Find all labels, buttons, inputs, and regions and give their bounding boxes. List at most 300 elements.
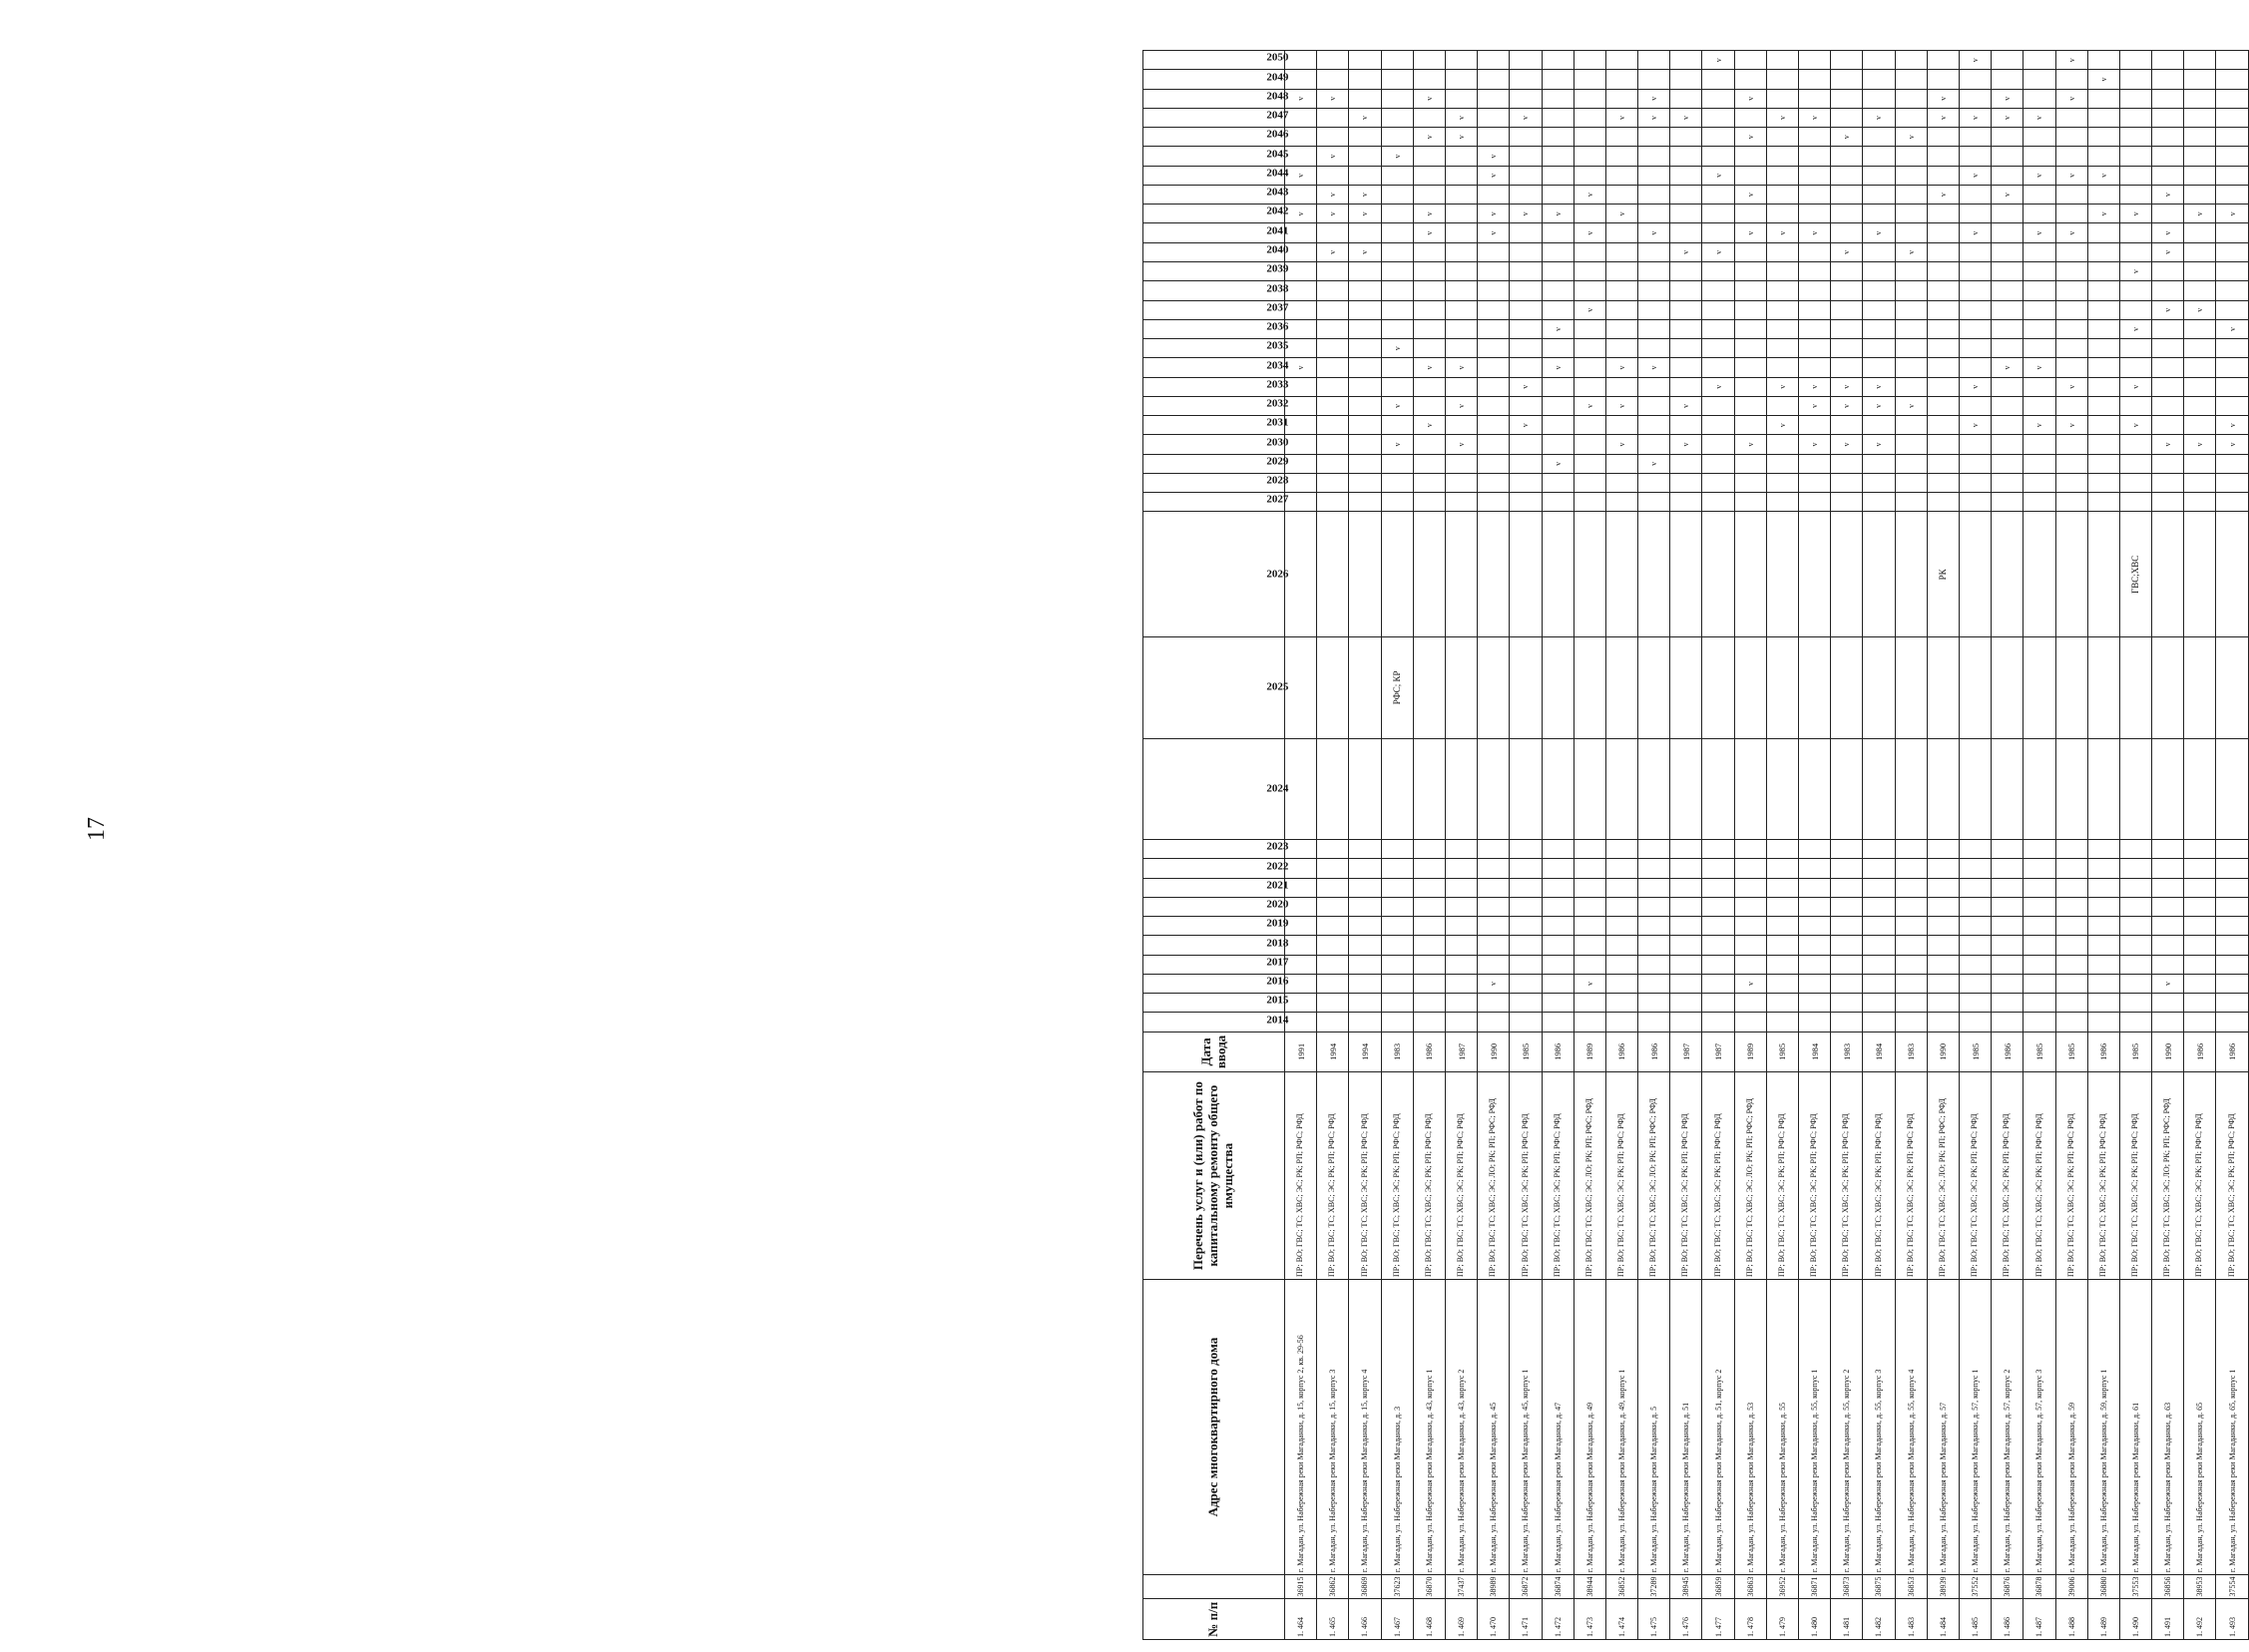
row-year-cell (2216, 262, 2248, 281)
row-year-cell (1799, 738, 1831, 839)
row-year-cell (2024, 955, 2055, 974)
row-year-cell (1927, 128, 1959, 147)
row-year-cell (2055, 281, 2087, 300)
row-address: г. Магадан, ул. Набережная реки Магаданки, д. 57, корпус 2 (1992, 1280, 2024, 1575)
row-year-cell (1831, 205, 1863, 223)
row-year-cell (1317, 897, 1349, 916)
row-year-cell (1349, 358, 1381, 377)
row-address: г. Магадан, ул. Набережная реки Магаданки, д. 5 (1638, 1280, 1670, 1575)
row-year-cell (2119, 897, 2151, 916)
row-year-cell (1992, 637, 2024, 738)
row-year-cell (1381, 108, 1413, 127)
row-year-cell (1992, 416, 2024, 435)
row-year-cell (1702, 493, 1734, 512)
row-year-cell (1542, 128, 1574, 147)
row-year-cell (1381, 242, 1413, 261)
row-year-cell: v (1959, 166, 1991, 185)
row-year-cell (1510, 738, 1542, 839)
row-year-cell: v (1992, 358, 2024, 377)
row-works: ПР; ВО; ГВС; ТС; ХВС; ЭС; РК; РП; РФС; РФД (1702, 1072, 1734, 1280)
row-works: ПР; ВО; ГВС; ТС; ХВС; ЭС; ЛО; РК; РП; РФС; РФД (2152, 1072, 2184, 1280)
row-year-cell (2087, 223, 2119, 242)
row-year-cell (1831, 994, 1863, 1013)
row-address: г. Магадан, ул. Набережная реки Магаданки, д. 45 (1478, 1280, 1510, 1575)
row-year-cell (2055, 974, 2087, 993)
table-row (1542, 51, 1574, 1640)
row-year-cell (1510, 994, 1542, 1013)
row-year-cell (1478, 185, 1510, 204)
row-year-cell (1992, 396, 2024, 415)
row-year-cell (1317, 454, 1349, 473)
row-year-cell (1317, 936, 1349, 955)
row-year-cell (1638, 396, 1670, 415)
row-code: 36874 (1542, 1575, 1574, 1599)
row-year-cell (1670, 377, 1702, 396)
row-code: 36880 (2087, 1575, 2119, 1599)
row-year-cell (2152, 454, 2184, 473)
row-year-cell (1510, 839, 1542, 858)
row-year-cell (2119, 185, 2151, 204)
row-year-cell (2055, 637, 2087, 738)
row-year-cell (1349, 223, 1381, 242)
row-year-cell (2216, 396, 2248, 415)
row-year-cell (1413, 878, 1445, 897)
header-year: 2025 (1143, 637, 1285, 738)
row-year-cell (1959, 859, 1991, 878)
row-year-cell: v (1863, 223, 1895, 242)
row-year-cell (1831, 358, 1863, 377)
header-year: 2030 (1143, 435, 1285, 454)
row-year-cell: v (1478, 147, 1510, 166)
row-year-cell (1478, 1013, 1510, 1032)
row-year-cell (1285, 147, 1317, 166)
table-row (1478, 51, 1510, 1640)
row-code: 36952 (1766, 1575, 1798, 1599)
row-year-cell (1927, 878, 1959, 897)
row-year-cell (1285, 955, 1317, 974)
row-year-cell (1349, 281, 1381, 300)
row-year-cell (1927, 637, 1959, 738)
row-year-cell (1670, 319, 1702, 338)
row-year-cell (1478, 454, 1510, 473)
row-year-cell (1927, 223, 1959, 242)
row-year-cell (1445, 416, 1477, 435)
row-year-cell (1478, 70, 1510, 89)
row-year-cell: v (1445, 108, 1477, 127)
row-year-cell (1381, 936, 1413, 955)
row-year-cell (1895, 319, 1927, 338)
row-year-cell (1831, 416, 1863, 435)
table-row (1317, 51, 1349, 1640)
row-year-cell (2055, 738, 2087, 839)
row-year-cell (1863, 70, 1895, 89)
row-year-cell (2024, 185, 2055, 204)
row-year-cell (1702, 936, 1734, 955)
row-year-cell (2024, 994, 2055, 1013)
row-year-cell (1863, 994, 1895, 1013)
row-year-cell (1381, 281, 1413, 300)
row-year-cell (1959, 319, 1991, 338)
row-year-cell (1895, 281, 1927, 300)
row-year-cell (1317, 300, 1349, 319)
row-year-cell (2119, 128, 2151, 147)
row-year-cell (2119, 223, 2151, 242)
table-row (1381, 51, 1413, 1640)
row-date: 1990 (1927, 1032, 1959, 1072)
row-number: 1. 474 (1605, 1599, 1637, 1640)
row-year-cell (1413, 917, 1445, 936)
row-year-cell (1734, 300, 1766, 319)
row-year-cell (2055, 319, 2087, 338)
row-year-cell (1702, 859, 1734, 878)
row-address: г. Магадан, ул. Набережная реки Магаданки, д. 45, корпус 1 (1510, 1280, 1542, 1575)
row-year-cell (2087, 473, 2119, 492)
row-year-cell (2087, 955, 2119, 974)
row-year-cell (2024, 878, 2055, 897)
row-year-cell (1317, 377, 1349, 396)
row-year-cell (1895, 185, 1927, 204)
header-year: 2034 (1143, 358, 1285, 377)
row-works: ПР; ВО; ГВС; ТС; ХВС; ЭС; РК; РП; РФС; РФД (1381, 1072, 1413, 1280)
row-year-cell: v (1574, 396, 1605, 415)
row-year-cell (1959, 493, 1991, 512)
row-year-cell (1349, 435, 1381, 454)
row-year-cell: v (1542, 205, 1574, 223)
row-year-cell (1317, 917, 1349, 936)
row-code: 38945 (1670, 1575, 1702, 1599)
row-year-cell (2216, 223, 2248, 242)
row-year-cell (2119, 281, 2151, 300)
row-year-cell (1478, 416, 1510, 435)
row-year-cell (1766, 70, 1798, 89)
row-year-cell (2119, 70, 2151, 89)
row-year-cell (1638, 493, 1670, 512)
row-year-cell (1413, 70, 1445, 89)
row-year-cell: v (1605, 108, 1637, 127)
row-year-cell (1799, 917, 1831, 936)
row-year-cell (1799, 839, 1831, 858)
row-year-cell (1863, 473, 1895, 492)
row-number: 1. 464 (1285, 1599, 1317, 1640)
row-year-cell: v (1381, 435, 1413, 454)
row-year-cell (1317, 839, 1349, 858)
row-year-cell (1831, 974, 1863, 993)
row-year-cell (1445, 242, 1477, 261)
row-year-cell (1542, 897, 1574, 916)
row-year-cell: v (1510, 108, 1542, 127)
row-number: 1. 487 (2024, 1599, 2055, 1640)
row-year-cell (1863, 878, 1895, 897)
row-year-cell (1895, 897, 1927, 916)
row-year-cell: v (1542, 319, 1574, 338)
row-year-cell: v (1831, 396, 1863, 415)
row-year-cell (1574, 128, 1605, 147)
row-year-cell (1445, 51, 1477, 70)
row-year-cell (1992, 473, 2024, 492)
row-year-cell (1766, 166, 1798, 185)
row-year-cell (1285, 936, 1317, 955)
table-body (1285, 51, 2249, 1640)
row-year-cell (1542, 147, 1574, 166)
row-year-cell (1799, 185, 1831, 204)
row-year-cell (2152, 859, 2184, 878)
row-year-cell: v (1349, 108, 1381, 127)
row-year-cell (1992, 300, 2024, 319)
row-year-cell: v (1574, 300, 1605, 319)
row-year-cell (2055, 70, 2087, 89)
row-year-cell (2087, 377, 2119, 396)
row-year-cell (1510, 319, 1542, 338)
row-year-cell: РФС; КР (1381, 637, 1413, 738)
row-year-cell (1317, 223, 1349, 242)
row-year-cell (1734, 955, 1766, 974)
row-year-cell (2152, 897, 2184, 916)
row-number: 1. 471 (1510, 1599, 1542, 1640)
row-year-cell (1413, 859, 1445, 878)
row-year-cell (1799, 262, 1831, 281)
row-year-cell: v (1638, 108, 1670, 127)
row-year-cell (1349, 319, 1381, 338)
row-year-cell (1895, 377, 1927, 396)
table-row (1285, 51, 1317, 1640)
row-code: 36870 (1413, 1575, 1445, 1599)
row-year-cell (1478, 936, 1510, 955)
row-year-cell (2184, 974, 2216, 993)
row-year-cell (1285, 637, 1317, 738)
row-year-cell (1734, 512, 1766, 637)
row-year-cell (1605, 166, 1637, 185)
row-year-cell (1285, 185, 1317, 204)
header-year: 2039 (1143, 262, 1285, 281)
row-year-cell (1349, 454, 1381, 473)
row-year-cell (1605, 994, 1637, 1013)
row-year-cell (1285, 339, 1317, 358)
row-year-cell (2087, 89, 2119, 108)
row-year-cell (1992, 917, 2024, 936)
row-year-cell (1445, 147, 1477, 166)
row-year-cell (1863, 185, 1895, 204)
row-year-cell (2184, 377, 2216, 396)
row-year-cell (1413, 339, 1445, 358)
row-number: 1. 479 (1766, 1599, 1798, 1640)
row-year-cell (1381, 166, 1413, 185)
row-year-cell (2119, 166, 2151, 185)
row-year-cell (1927, 205, 1959, 223)
row-year-cell (1670, 70, 1702, 89)
row-year-cell (1895, 917, 1927, 936)
row-year-cell (1285, 281, 1317, 300)
row-year-cell (2087, 300, 2119, 319)
row-year-cell (1863, 51, 1895, 70)
row-year-cell (2119, 147, 2151, 166)
header-year: 2041 (1143, 223, 1285, 242)
row-year-cell: v (1510, 205, 1542, 223)
row-year-cell (1574, 955, 1605, 974)
row-year-cell (1670, 185, 1702, 204)
row-year-cell (1317, 859, 1349, 878)
row-year-cell (1349, 89, 1381, 108)
row-year-cell (1285, 454, 1317, 473)
row-year-cell (1510, 637, 1542, 738)
row-year-cell: v (1766, 223, 1798, 242)
row-year-cell: v (1605, 205, 1637, 223)
row-year-cell (1605, 878, 1637, 897)
row-year-cell (1349, 128, 1381, 147)
row-year-cell (1285, 70, 1317, 89)
row-number: 1. 473 (1574, 1599, 1605, 1640)
row-year-cell: v (2119, 416, 2151, 435)
table-row (2216, 51, 2248, 1640)
row-year-cell (1702, 70, 1734, 89)
row-year-cell (1478, 859, 1510, 878)
row-year-cell (1381, 262, 1413, 281)
row-works: ПР; ВО; ГВС; ТС; ХВС; ЭС; РК; РП; РФС; РФД (1285, 1072, 1317, 1280)
row-year-cell (2024, 917, 2055, 936)
row-year-cell (1574, 70, 1605, 89)
row-year-cell (1381, 358, 1413, 377)
row-year-cell: v (1863, 435, 1895, 454)
row-year-cell (1605, 473, 1637, 492)
row-year-cell: v (2119, 205, 2151, 223)
header-year: 2015 (1143, 994, 1285, 1013)
row-year-cell (1734, 262, 1766, 281)
row-year-cell: v (1895, 242, 1927, 261)
row-year-cell: v (1992, 89, 2024, 108)
row-year-cell (1799, 473, 1831, 492)
row-year-cell (1766, 473, 1798, 492)
row-year-cell (1863, 917, 1895, 936)
row-year-cell (2087, 454, 2119, 473)
header-year: 2050 (1143, 51, 1285, 70)
row-year-cell (1959, 300, 1991, 319)
row-year-cell (1478, 319, 1510, 338)
row-date: 1985 (2119, 1032, 2151, 1072)
row-number: 1. 492 (2184, 1599, 2216, 1640)
row-year-cell (2152, 281, 2184, 300)
row-year-cell (2087, 262, 2119, 281)
row-year-cell (1895, 637, 1927, 738)
row-year-cell (2119, 473, 2151, 492)
row-year-cell (2216, 281, 2248, 300)
row-year-cell (1349, 51, 1381, 70)
row-year-cell (1831, 454, 1863, 473)
row-number: 1. 481 (1831, 1599, 1863, 1640)
row-year-cell (1574, 493, 1605, 512)
row-year-cell (1285, 1013, 1317, 1032)
row-year-cell (1574, 454, 1605, 473)
row-year-cell: v (1766, 108, 1798, 127)
row-year-cell (1638, 512, 1670, 637)
row-year-cell (1863, 89, 1895, 108)
row-year-cell (1349, 493, 1381, 512)
row-year-cell (1285, 396, 1317, 415)
row-year-cell (2216, 994, 2248, 1013)
table-row (1638, 51, 1670, 1640)
row-year-cell (1895, 994, 1927, 1013)
row-year-cell (1605, 128, 1637, 147)
row-year-cell (1927, 300, 1959, 319)
row-year-cell (1285, 917, 1317, 936)
row-year-cell (1831, 936, 1863, 955)
row-year-cell: v (1734, 223, 1766, 242)
row-year-cell (1895, 493, 1927, 512)
row-year-cell (1863, 738, 1895, 839)
row-year-cell (1734, 242, 1766, 261)
row-date: 1994 (1317, 1032, 1349, 1072)
row-year-cell (1413, 51, 1445, 70)
row-year-cell (2152, 839, 2184, 858)
row-year-cell (1445, 897, 1477, 916)
row-address: г. Магадан, ул. Набережная реки Магаданки, д. 57, корпус 3 (2024, 1280, 2055, 1575)
row-year-cell (1445, 1013, 1477, 1032)
row-year-cell (1927, 435, 1959, 454)
row-year-cell (1799, 512, 1831, 637)
row-year-cell (1381, 1013, 1413, 1032)
row-year-cell (2184, 493, 2216, 512)
row-year-cell: v (1799, 435, 1831, 454)
row-year-cell (1478, 262, 1510, 281)
row-year-cell (1638, 185, 1670, 204)
row-year-cell (1605, 147, 1637, 166)
row-year-cell (1766, 435, 1798, 454)
row-year-cell (1927, 897, 1959, 916)
row-year-cell (1702, 1013, 1734, 1032)
row-year-cell (1734, 897, 1766, 916)
table-row (1413, 51, 1445, 1640)
row-year-cell (2216, 878, 2248, 897)
row-year-cell (1831, 108, 1863, 127)
row-year-cell (1831, 917, 1863, 936)
row-year-cell (1895, 70, 1927, 89)
row-year-cell (1831, 319, 1863, 338)
row-year-cell (1831, 493, 1863, 512)
row-year-cell (1863, 281, 1895, 300)
row-year-cell (1992, 435, 2024, 454)
row-year-cell (2024, 300, 2055, 319)
row-year-cell (1766, 955, 1798, 974)
row-year-cell (1927, 147, 1959, 166)
row-date: 1987 (1670, 1032, 1702, 1072)
row-year-cell (2119, 955, 2151, 974)
row-year-cell (1702, 454, 1734, 473)
row-year-cell (1992, 878, 2024, 897)
header-year: 2043 (1143, 185, 1285, 204)
row-year-cell (1702, 128, 1734, 147)
row-year-cell (1510, 223, 1542, 242)
row-year-cell: v (2184, 435, 2216, 454)
row-year-cell (2024, 637, 2055, 738)
row-year-cell (2055, 917, 2087, 936)
row-year-cell (1510, 454, 1542, 473)
row-year-cell (1413, 242, 1445, 261)
row-date: 1983 (1895, 1032, 1927, 1072)
row-year-cell (1895, 205, 1927, 223)
row-year-cell: v (1734, 435, 1766, 454)
row-year-cell (2024, 839, 2055, 858)
row-year-cell (2184, 839, 2216, 858)
row-year-cell (1542, 108, 1574, 127)
row-year-cell (1510, 339, 1542, 358)
row-year-cell (1574, 738, 1605, 839)
row-year-cell (1895, 435, 1927, 454)
row-year-cell (2216, 128, 2248, 147)
row-year-cell (2024, 493, 2055, 512)
row-year-cell (2055, 205, 2087, 223)
row-date: 1986 (2087, 1032, 2119, 1072)
row-year-cell (1285, 223, 1317, 242)
row-year-cell (1381, 994, 1413, 1013)
row-year-cell (1381, 839, 1413, 858)
